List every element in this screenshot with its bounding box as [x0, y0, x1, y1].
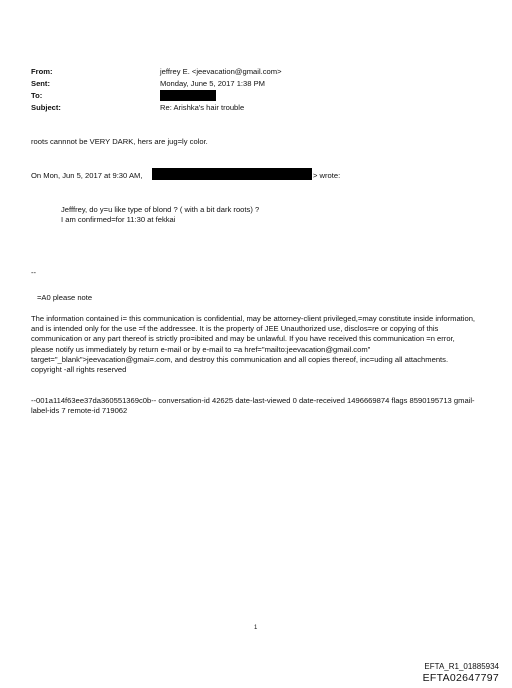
- sender-redaction: [152, 168, 312, 180]
- page-number: 1: [254, 625, 258, 631]
- quote-intro-suffix: > wrote:: [313, 171, 341, 180]
- to-redaction: [160, 90, 216, 101]
- reply-line: roots cannnot be VERY DARK, hers are jug=ly color.: [31, 137, 208, 146]
- separator: --: [31, 268, 37, 277]
- sent-label: Sent:: [31, 79, 50, 88]
- bates-number-2: EFTA02647797: [422, 672, 499, 684]
- quoted-line-1: Jefffrey, do y=u like type of blond ? ( with a bit dark roots) ?: [61, 205, 260, 214]
- disclaimer-paragraph: The information contained i= this communication is confidential, may be attorney-client privileged,=may constitute inside information, and is intended only for the use =f the addressee. It is the property of JEE Unauthorized use, disclos=re or copying of this communication or any part thereof is strictly pro=ibited and may be unlawful. If you have received this communication =n error, please notify us immediately by return e-mail or by e-mail to =a href="mailto:jeevacation@gmail.com" target="_blank">jeevacation@gmai=.com, and destroy this communication and all copies thereof, inc=uding all attachments. copyright -all rights reserved: [31, 314, 476, 375]
- quote-intro-prefix: On Mon, Jun 5, 2017 at 9:30 AM,: [31, 171, 143, 180]
- from-value: jeffrey E. <jeevacation@gmail.com>: [160, 67, 282, 76]
- subject-value: Re: Arishka's hair trouble: [160, 103, 245, 112]
- quoted-line-2: I am confirmed=for 11:30 at fekkai: [61, 215, 176, 224]
- subject-label: Subject:: [31, 103, 61, 112]
- bates-number-1: EFTA_R1_01885934: [424, 662, 499, 671]
- metadata-paragraph: --001a114f63ee37da360551369c0b-- conversation-id 42625 date-last-viewed 0 date-received 1496669874 flags 8590195713 gmail-label-ids 7 remote-id 719062: [31, 396, 475, 416]
- to-label: To:: [31, 91, 43, 100]
- from-label: From:: [31, 67, 53, 76]
- please-note: =A0 please note: [37, 293, 93, 302]
- sent-value: Monday, June 5, 2017 1:38 PM: [160, 79, 265, 88]
